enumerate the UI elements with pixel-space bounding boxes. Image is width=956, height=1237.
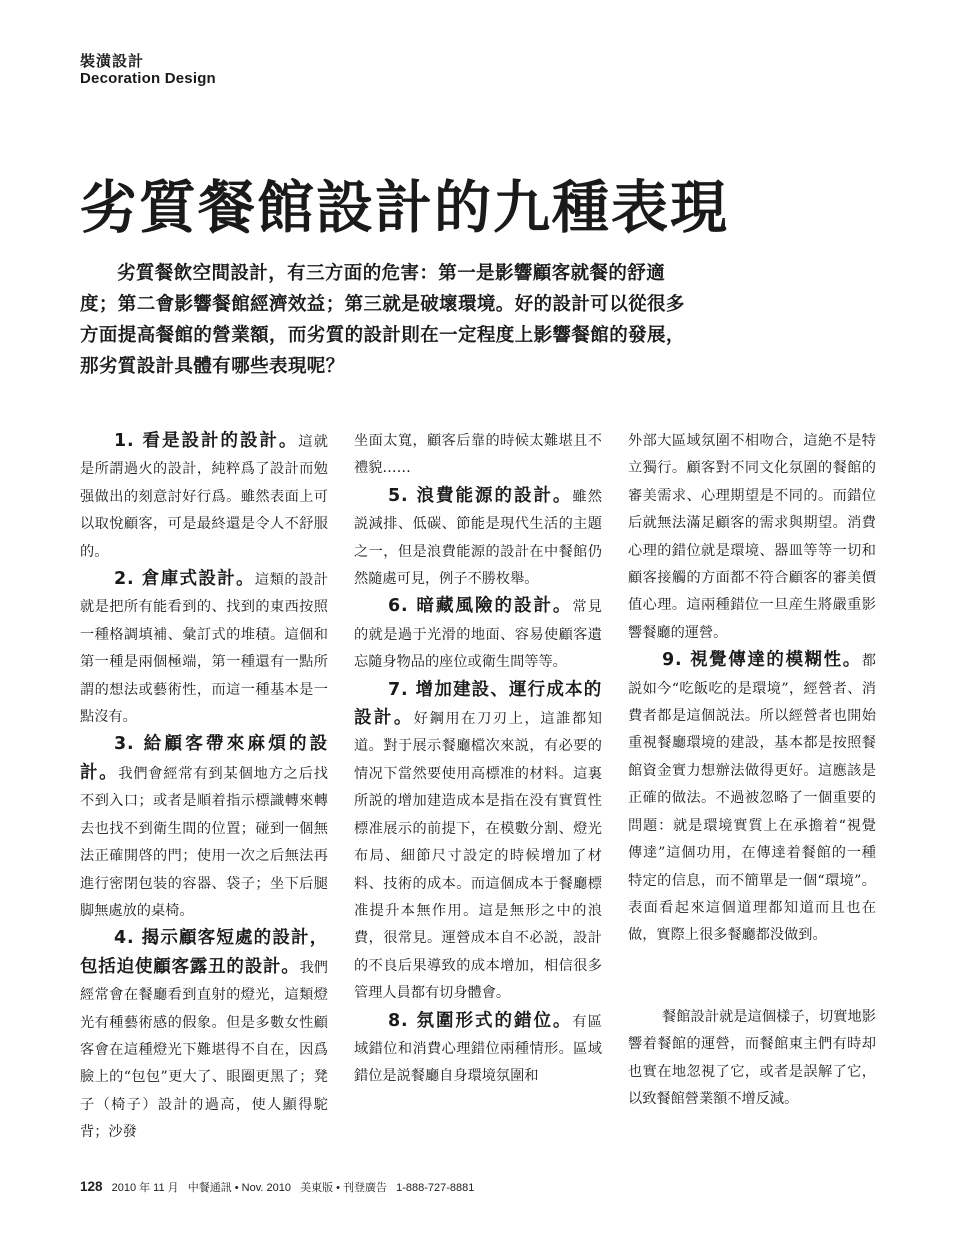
item-8-heading: 8. 氛圍形式的錯位。 — [388, 1010, 573, 1031]
item-6-heading: 6. 暗藏風險的設計。 — [388, 596, 573, 617]
paragraph-spacer — [628, 950, 876, 1004]
publication-name: 中餐通訊 • Nov. 2010 — [187, 1182, 292, 1194]
issue-date: 2010 年 11 月 — [111, 1182, 179, 1194]
item-1-heading: 1. 看是設計的設計。 — [114, 431, 299, 451]
item-2 — [80, 566, 328, 731]
section-label-zh: 裝潢設計 — [80, 52, 145, 70]
section-label-en: Decoration Design — [80, 70, 216, 87]
item-8-text: 有區域錯位和消費心理錯位兩種情形。區域錯位是説餐廳自身環境氛圍和 — [354, 1013, 602, 1085]
closing-paragraph: 餐館設計就是這個樣子，切實地影響着餐館的運營，而餐館東主們有時却也實在地忽視了它，或者是誤解了它，以致餐館營業額不增反減。 — [628, 1008, 876, 1107]
item-1 — [80, 428, 328, 566]
item-4-text: 我們經常會在餐廳看到直射的燈光，這類燈光有種藝術感的假象。但是多數女性顧客會在這種燈光下難堪得不自在，因爲臉上的“包包”更大了、眼圈更黑了；凳子（椅子）設計的過高，使人顯得駝背；沙發 — [80, 959, 328, 1141]
item-8-continued: 外部大區域氛圍不相吻合，這絶不是特立獨行。顧客對不同文化氛圍的餐館的審美需求、心理期望是不同的。而錯位后就無法滿足顧客的需求與期望。消費心理的錯位就是環境、器皿等等一切和顧客接觸的方面都不符合顧客的審美價值心理。這兩種錯位一旦産生將嚴重影響餐廳的運營。 — [628, 433, 876, 641]
item-7 — [354, 677, 602, 1008]
item-1-text: 這就是所謂過火的設計，純粹爲了設計而勉强做出的刻意討好行爲。雖然表面上可以取悅顧客，可是最終還是令人不舒服的。 — [80, 434, 328, 560]
item-6-text: 常見的就是過于光滑的地面、容易使顧客遺忘隨身物品的座位或衛生間等等。 — [354, 599, 602, 671]
item-9 — [628, 647, 876, 949]
item-3-heading: 3. 給顧客帶來麻煩的設計。 — [80, 734, 328, 783]
item-8 — [354, 1008, 602, 1091]
item-4 — [80, 925, 328, 1146]
article-column-2 — [354, 428, 602, 1091]
item-5-text: 雖然説減排、低碳、節能是現代生活的主題之一，但是浪費能源的設計在中餐館仍然隨處可見，例子不勝枚舉。 — [354, 488, 602, 588]
item-6 — [354, 593, 602, 676]
item-4-continued: 坐面太寬，顧客后靠的時候太難堪且不禮貌…… — [354, 433, 602, 477]
item-2-heading: 2. 倉庫式設計。 — [114, 569, 255, 590]
article-lead: 劣質餐飲空間設計，有三方面的危害：第一是影響顧客就餐的舒適度；第二會影響餐館經濟效益；第三就是破壞環境。好的設計可以從很多方面提高餐館的營業額，而劣質的設計則在一定程度上影響餐館的發展，那劣質設計具體有哪些表現呢？ — [80, 263, 685, 377]
item-3-text: 我們會經常有到某個地方之后找不到入口；或者是順着指示標識轉來轉去也找不到衛生間的位置；碰到一個無法正確開啓的門；使用一次之后無法再進行密閉包装的容器、袋子；坐下后腿脚無處放的桌椅。 — [80, 765, 328, 919]
item-9-text: 都説如今“吃飯吃的是環境”，經營者、消費者都是這個説法。所以經營者也開始重視餐廳環境的建設，基本都是按照餐館資金實力想辦法做得更好。這應該是正確的做法。不過被忽略了一個重要的問題：就是環境實質上在承擔着“視覺傳達”這個功用，在傳達着餐館的一種特定的信息，而不簡單是一個“環境”。表面看起來這個道理都知道而且也在做，實際上很多餐廳都没做到。 — [628, 653, 876, 944]
edition-label: 美東版 • 刊登廣告 — [300, 1182, 388, 1194]
article-column-3 — [628, 428, 876, 1113]
item-4-heading: 4. 揭示顧客短處的設計，包括迫使顧客露丑的設計。 — [80, 928, 328, 977]
article-title: 劣質餐館設計的九種表現 — [80, 174, 729, 241]
phone-number: 1-888-727-8881 — [396, 1182, 475, 1194]
article-column-1 — [80, 428, 328, 1147]
item-3 — [80, 731, 328, 925]
item-5 — [354, 483, 602, 594]
page-footer — [80, 1179, 480, 1195]
item-7-text: 好鋼用在刀刃上，這誰都知道。對于展示餐廳檔次來説，有必要的情况下當然要使用高標准的材料。這裏所説的增加建造成本是指在没有實質性標准展示的前提下，在模數分割、燈光布局、細節尺寸設定的時候增加了材料、技術的成本。而這個成本于餐廳標准提升本無作用。這是無形之中的浪費，很常見。運營成本自不必説，設計的不良后果導致的成本增加，相信很多管理人員都有切身體會。 — [354, 711, 602, 1002]
page-number: 128 — [80, 1179, 103, 1194]
item-5-heading: 5. 浪費能源的設計。 — [388, 485, 573, 506]
item-9-heading: 9. 視覺傳達的模糊性。 — [662, 650, 862, 671]
item-2-text: 這類的設計就是把所有能看到的、找到的東西按照一種格調填補、彙訂式的堆積。這個和第一種是兩個極端，第一種還有一點所謂的想法或藝術性，而這一種基本是一點沒有。 — [80, 572, 328, 726]
item-7-heading: 7. 增加建設、運行成本的設計。 — [354, 679, 602, 729]
